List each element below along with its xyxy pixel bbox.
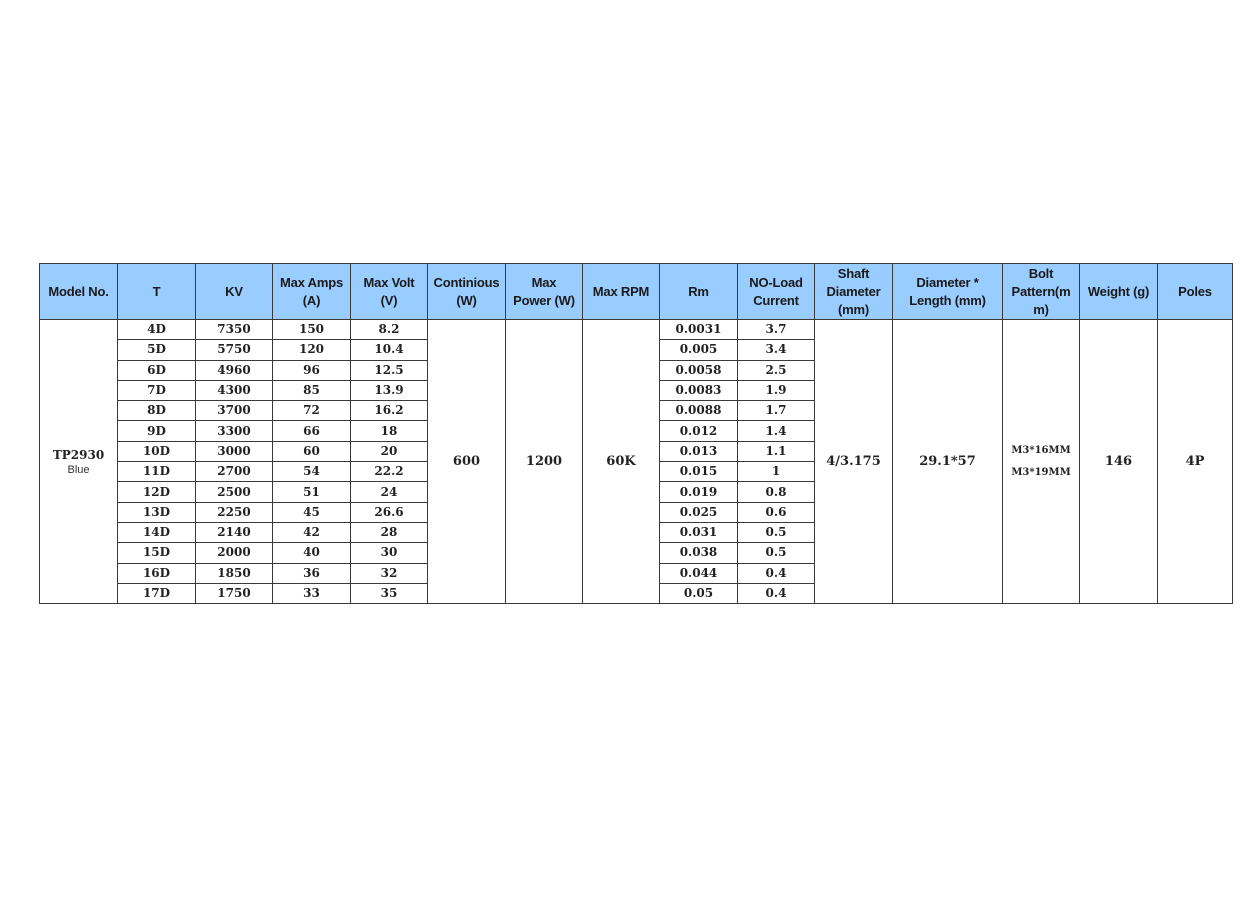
cell-max-volt: 12.5: [351, 360, 428, 380]
column-header-line: Pattern(m: [1011, 283, 1071, 299]
column-header-line: T: [152, 283, 161, 299]
cell-rm: 0.0058: [660, 360, 738, 380]
column-header: [351, 264, 428, 320]
column-header: [738, 264, 815, 320]
cell-no-load-current: 3.7: [738, 320, 815, 340]
cell-max-amps: 66: [273, 421, 351, 441]
column-header-line: (A): [302, 292, 321, 308]
column-header: [1080, 264, 1158, 320]
cell-max-volt: 28: [351, 522, 428, 542]
table-row: [40, 320, 1233, 340]
cell-no-load-current: 3.4: [738, 340, 815, 360]
column-header-line: Max Amps: [280, 274, 343, 290]
cell-kv: 2700: [196, 462, 273, 482]
cell-no-load-current: 1.9: [738, 380, 815, 400]
cell-bolt-pattern: [1003, 320, 1080, 604]
cell-rm: 0.019: [660, 482, 738, 502]
column-header-line: (V): [380, 292, 398, 308]
column-header: [506, 264, 583, 320]
cell-max-amps: 96: [273, 360, 351, 380]
bolt-pattern-line: M3*16MM: [1011, 444, 1071, 456]
cell-t: 7D: [118, 380, 196, 400]
cell-kv: 3000: [196, 441, 273, 461]
cell-diameter-length: 29.1*57: [893, 320, 1003, 604]
cell-weight: 146: [1080, 320, 1158, 604]
column-header-line: Rm: [688, 283, 709, 299]
column-header-line: Max RPM: [592, 283, 650, 299]
model-name: TP2930: [52, 447, 105, 462]
cell-max-amps: 85: [273, 380, 351, 400]
column-header-line: m): [1033, 301, 1049, 317]
cell-t: 5D: [118, 340, 196, 360]
motor-spec-table: [39, 263, 1233, 604]
cell-max-amps: 72: [273, 401, 351, 421]
cell-rm: 0.05: [660, 583, 738, 603]
cell-no-load-current: 1.7: [738, 401, 815, 421]
cell-kv: 2000: [196, 543, 273, 563]
column-header: [660, 264, 738, 320]
column-header-line: (W): [456, 292, 477, 308]
cell-max-volt: 30: [351, 543, 428, 563]
header-row: [40, 264, 1233, 320]
cell-t: 4D: [118, 320, 196, 340]
cell-rm: 0.0031: [660, 320, 738, 340]
cell-t: 12D: [118, 482, 196, 502]
cell-max-volt: 13.9: [351, 380, 428, 400]
cell-kv: 3700: [196, 401, 273, 421]
column-header: [196, 264, 273, 320]
cell-t: 14D: [118, 522, 196, 542]
cell-rm: 0.015: [660, 462, 738, 482]
cell-max-volt: 22.2: [351, 462, 428, 482]
column-header-line: Model No.: [48, 283, 109, 299]
cell-t: 10D: [118, 441, 196, 461]
column-header-line: Length (mm): [909, 292, 986, 308]
cell-max-amps: 36: [273, 563, 351, 583]
cell-no-load-current: 0.5: [738, 522, 815, 542]
cell-kv: 7350: [196, 320, 273, 340]
cell-no-load-current: 0.4: [738, 563, 815, 583]
cell-max-amps: 60: [273, 441, 351, 461]
cell-t: 13D: [118, 502, 196, 522]
cell-max-amps: 42: [273, 522, 351, 542]
cell-max-volt: 24: [351, 482, 428, 502]
model-color: Blue: [67, 463, 90, 476]
cell-kv: 4300: [196, 380, 273, 400]
cell-kv: 5750: [196, 340, 273, 360]
cell-max-amps: 120: [273, 340, 351, 360]
column-header-line: Max Volt: [363, 274, 415, 290]
cell-max-amps: 51: [273, 482, 351, 502]
cell-max-volt: 20: [351, 441, 428, 461]
column-header: [40, 264, 118, 320]
column-header-line: (mm): [838, 301, 869, 317]
column-header: [273, 264, 351, 320]
cell-t: 8D: [118, 401, 196, 421]
column-header: [118, 264, 196, 320]
cell-max-volt: 10.4: [351, 340, 428, 360]
cell-t: 17D: [118, 583, 196, 603]
cell-no-load-current: 1.4: [738, 421, 815, 441]
column-header-line: Diameter *: [916, 274, 979, 290]
cell-t: 9D: [118, 421, 196, 441]
column-header-line: Continious: [433, 274, 500, 290]
column-header-line: Bolt: [1028, 265, 1054, 281]
cell-max-power: 1200: [506, 320, 583, 604]
column-header: [1003, 264, 1080, 320]
cell-no-load-current: 1.1: [738, 441, 815, 461]
cell-no-load-current: 2.5: [738, 360, 815, 380]
cell-shaft-diameter: 4/3.175: [815, 320, 893, 604]
cell-max-amps: 40: [273, 543, 351, 563]
column-header: [815, 264, 893, 320]
cell-kv: 4960: [196, 360, 273, 380]
cell-rm: 0.025: [660, 502, 738, 522]
column-header-line: NO-Load: [749, 274, 803, 290]
model-cell: [40, 320, 118, 604]
cell-max-rpm: 60K: [583, 320, 660, 604]
column-header: [428, 264, 506, 320]
cell-max-amps: 150: [273, 320, 351, 340]
cell-kv: 1750: [196, 583, 273, 603]
cell-no-load-current: 1: [738, 462, 815, 482]
cell-rm: 0.005: [660, 340, 738, 360]
cell-rm: 0.012: [660, 421, 738, 441]
cell-kv: 2500: [196, 482, 273, 502]
cell-rm: 0.0083: [660, 380, 738, 400]
cell-continuous: 600: [428, 320, 506, 604]
cell-max-volt: 32: [351, 563, 428, 583]
cell-no-load-current: 0.4: [738, 583, 815, 603]
cell-max-volt: 18: [351, 421, 428, 441]
column-header: [893, 264, 1003, 320]
cell-rm: 0.044: [660, 563, 738, 583]
cell-max-amps: 33: [273, 583, 351, 603]
cell-no-load-current: 0.6: [738, 502, 815, 522]
table-body: [40, 320, 1233, 604]
cell-rm: 0.038: [660, 543, 738, 563]
cell-no-load-current: 0.8: [738, 482, 815, 502]
column-header-line: Shaft: [837, 265, 870, 281]
cell-rm: 0.031: [660, 522, 738, 542]
cell-poles: 4P: [1158, 320, 1233, 604]
cell-kv: 1850: [196, 563, 273, 583]
column-header-line: Diameter: [826, 283, 881, 299]
column-header-line: Weight (g): [1087, 283, 1150, 299]
cell-no-load-current: 0.5: [738, 543, 815, 563]
cell-t: 6D: [118, 360, 196, 380]
column-header-line: Current: [753, 292, 799, 308]
cell-max-volt: 35: [351, 583, 428, 603]
cell-rm: 0.013: [660, 441, 738, 461]
cell-kv: 2140: [196, 522, 273, 542]
cell-kv: 2250: [196, 502, 273, 522]
column-header-line: Power (W): [513, 292, 575, 308]
column-header-line: KV: [225, 283, 243, 299]
cell-t: 11D: [118, 462, 196, 482]
bolt-pattern-line: M3*19MM: [1011, 466, 1071, 478]
cell-t: 15D: [118, 543, 196, 563]
column-header-line: Max: [531, 274, 557, 290]
column-header-line: Poles: [1178, 283, 1212, 299]
column-header: [1158, 264, 1233, 320]
cell-max-amps: 54: [273, 462, 351, 482]
cell-max-volt: 16.2: [351, 401, 428, 421]
cell-max-volt: 26.6: [351, 502, 428, 522]
cell-max-volt: 8.2: [351, 320, 428, 340]
cell-max-amps: 45: [273, 502, 351, 522]
cell-rm: 0.0088: [660, 401, 738, 421]
column-header: [583, 264, 660, 320]
cell-t: 16D: [118, 563, 196, 583]
cell-kv: 3300: [196, 421, 273, 441]
